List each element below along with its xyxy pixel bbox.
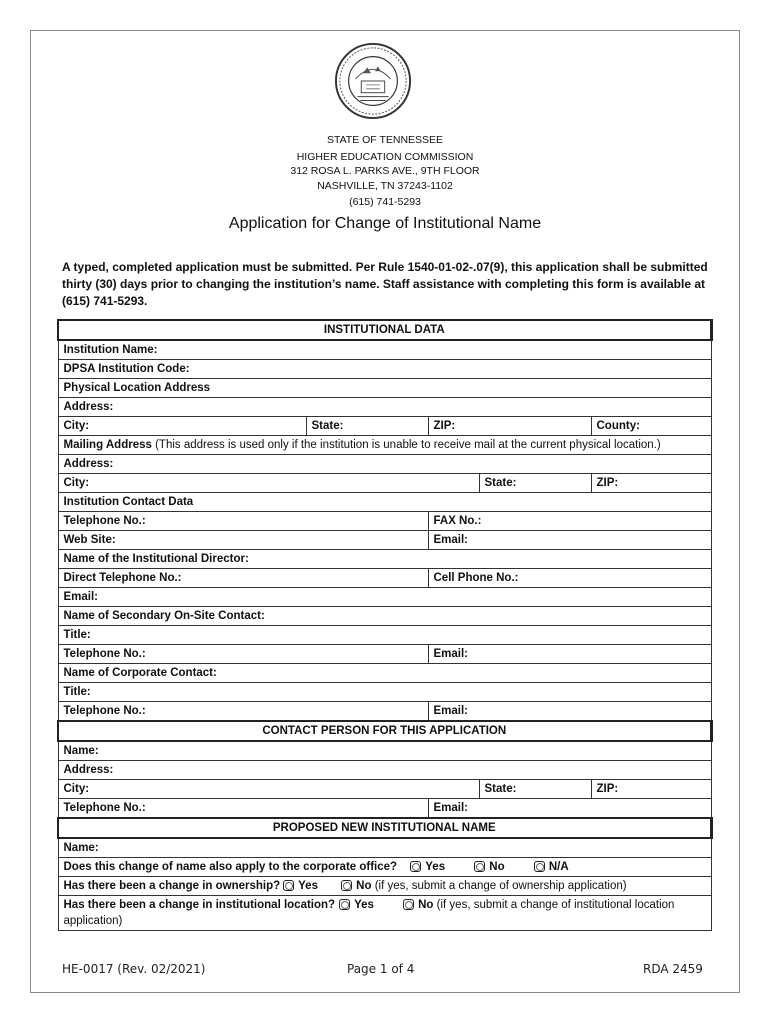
proposed-name-field[interactable]: Name: [58,838,711,858]
institution-telephone-field[interactable]: Telephone No.: [58,512,428,531]
institution-name-field[interactable]: Institution Name: [58,340,711,360]
physical-county-field[interactable]: County: [591,417,711,436]
ownership-yes-radio[interactable] [283,880,294,891]
contact-zip-field[interactable]: ZIP: [591,780,711,799]
state-seal-icon [334,42,412,120]
physical-state-field[interactable]: State: [306,417,428,436]
institution-fax-field[interactable]: FAX No.: [428,512,711,531]
secondary-contact-name-field[interactable]: Name of Secondary On-Site Contact: [58,607,711,626]
physical-address-field[interactable]: Address: [58,398,711,417]
agency-address-line2: NASHVILLE, TN 37243-1102 [317,180,453,192]
ownership-no-label: No [356,880,372,892]
section-institutional-data: INSTITUTIONAL DATA [58,320,711,340]
intro-instructions: A typed, completed application must be submitted. Per Rule 1540-01-02-.07(9), this application shall be submitted thirty (30) days prior to changing the institution’s name. Staff assistance with completing this form is available at (615) 741-5293. [62,260,708,308]
physical-zip-field[interactable]: ZIP: [428,417,591,436]
mailing-address-field[interactable]: Address: [58,455,711,474]
mailing-zip-field[interactable]: ZIP: [591,474,711,493]
location-yes-label: Yes [354,899,374,911]
mailing-address-heading [58,436,711,455]
corporate-no-label: No [489,861,505,873]
physical-city-field[interactable]: City: [58,417,306,436]
corporate-na-label: N/A [548,861,569,873]
ownership-yes-label: Yes [298,880,318,892]
website-field[interactable]: Web Site: [58,531,428,550]
mailing-city-field[interactable]: City: [58,474,479,493]
secondary-contact-email-field[interactable]: Email: [428,645,711,664]
corporate-contact-phone-field[interactable]: Telephone No.: [58,702,428,722]
corporate-yes-radio[interactable] [410,861,421,872]
state-name: STATE OF TENNESSEE [326,134,444,146]
location-question-row [58,896,711,931]
institution-email-field[interactable]: Email: [428,531,711,550]
contact-name-field[interactable]: Name: [58,741,711,761]
section-contact-person: CONTACT PERSON FOR THIS APPLICATION [58,721,711,741]
agency-name: HIGHER EDUCATION COMMISSION [296,151,474,163]
contact-state-field[interactable]: State: [479,780,591,799]
contact-data-heading: Institution Contact Data [58,493,711,512]
rda-number: RDA 2459 [643,962,703,976]
secondary-contact-phone-field[interactable]: Telephone No.: [58,645,428,664]
corporate-na-radio[interactable] [534,861,545,872]
location-yes-radio[interactable] [339,899,350,910]
dpsa-code-field[interactable]: DPSA Institution Code: [58,360,711,379]
mailing-address-note: (This address is used only if the institution is unable to receive mail at the current physical location.) [151,439,661,451]
ownership-question: Has there been a change in ownership? [63,880,281,892]
secondary-contact-title-field[interactable]: Title: [58,626,711,645]
application-form-table [57,319,713,931]
location-note: (if yes, submit a change of institutional location application) [63,899,675,927]
agency-address-line1: 312 ROSA L. PARKS AVE., 9TH FLOOR [290,165,480,177]
corporate-contact-title-field[interactable]: Title: [58,683,711,702]
corporate-office-question: Does this change of name also apply to the corporate office? [63,861,398,873]
section-proposed-name: PROPOSED NEW INSTITUTIONAL NAME [58,818,711,838]
director-email-field[interactable]: Email: [58,588,711,607]
page-title: Application for Change of Institutional Name [228,215,542,232]
agency-phone: (615) 741-5293 [349,196,421,208]
page-number: Page 1 of 4 [347,962,415,976]
corporate-contact-name-field[interactable]: Name of Corporate Contact: [58,664,711,683]
mailing-state-field[interactable]: State: [479,474,591,493]
location-question: Has there been a change in institutional location? [63,899,336,911]
corporate-no-radio[interactable] [474,861,485,872]
contact-telephone-field[interactable]: Telephone No.: [58,799,428,819]
contact-city-field[interactable]: City: [58,780,479,799]
location-no-radio[interactable] [403,899,414,910]
ownership-no-radio[interactable] [341,880,352,891]
location-no-label: No [418,899,434,911]
ownership-note: (if yes, submit a change of ownership application) [371,880,627,892]
director-name-field[interactable]: Name of the Institutional Director: [58,550,711,569]
director-phone-field[interactable]: Direct Telephone No.: [58,569,428,588]
corporate-yes-label: Yes [425,861,446,873]
corporate-contact-email-field[interactable]: Email: [428,702,711,722]
physical-address-heading: Physical Location Address [58,379,711,398]
corporate-office-question-row [58,858,711,877]
contact-address-field[interactable]: Address: [58,761,711,780]
mailing-address-label: Mailing Address [63,439,152,451]
director-cell-field[interactable]: Cell Phone No.: [428,569,711,588]
contact-email-field[interactable]: Email: [428,799,711,819]
form-id: HE-0017 (Rev. 02/2021) [62,962,206,976]
ownership-question-row [58,877,711,896]
